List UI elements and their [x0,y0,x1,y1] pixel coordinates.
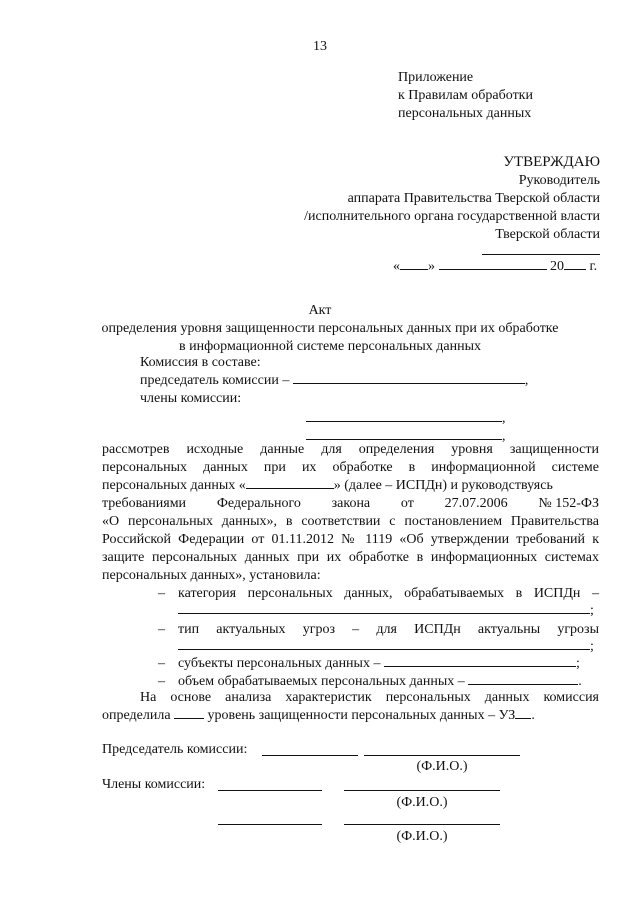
conclusion-line-2 [102,707,535,724]
conclusion-mid: уровень защищенности персональных данных – УЗ [207,708,516,723]
chair-comma: , [524,373,529,388]
commission-members-label: члены комиссии: [140,391,242,406]
conclusion-period: . [531,708,535,723]
item-volume [178,673,582,690]
sign-chair-signature-blank[interactable] [262,755,358,756]
protection-level-blank[interactable] [174,707,204,719]
approval-line-1: Руководитель [518,173,600,188]
threats-semicolon: ; [590,639,594,654]
member-1-blank[interactable] [306,410,502,422]
page-number: 13 [313,39,327,54]
item-subjects [178,655,580,672]
subjects-blank[interactable] [384,655,576,667]
law-word-1: требованиями [102,496,187,511]
sign-member-1-signature-blank[interactable] [218,790,322,791]
sign-member-2-name-blank[interactable] [344,824,500,825]
body-line-1: рассмотрев исходные данные для определения уровня защищенности [102,442,599,457]
sign-members-label: Члены комиссии: [102,777,206,792]
appendix-line-3: персональных данных [398,106,532,121]
subjects-label: субъекты персональных данных – [178,656,381,671]
item-threats-fill [178,638,594,655]
ispdn-name-blank[interactable] [246,477,334,489]
member-2-comma: , [502,429,506,444]
date-year-prefix: 20 [550,259,564,274]
item-dash-4: – [158,674,165,689]
law-word-2: Федерального [216,496,301,511]
item-dash-2: – [158,622,165,637]
approval-title: УТВЕРЖДАЮ [503,154,600,170]
appendix-line-1: Приложение [398,70,474,85]
sign-chair-label: Председатель комиссии: [102,742,248,757]
approval-line-3: /исполнительного органа государственной власти [304,209,600,224]
sign-member-1-name-blank[interactable] [344,790,500,791]
approval-signature-blank[interactable] [482,254,600,255]
conclusion-pre: определила [102,708,171,723]
volume-label: объем обрабатываемых персональных данных – [178,674,465,689]
date-open-quote: « [393,259,400,274]
category-semicolon: ; [590,603,594,618]
body-line-2: персональных данных при их обработке в информационной системе [102,460,599,475]
body-line-3: «О персональных данных», в соответствии с постановлением Правительства [102,514,599,529]
item-threats: тип актуальных угроз – для ИСПДн актуальны угрозы [178,622,599,637]
ispdn-pre: персональных данных « [102,478,246,493]
date-year-suffix: г. [589,259,598,274]
sign-chair-fio: (Ф.И.О.) [416,759,468,774]
body-line-law [102,495,599,512]
volume-period: . [578,674,582,689]
law-date: 27.07.2006 [444,496,508,511]
act-title: Акт [308,303,332,318]
approval-line-2: аппарата Правительства Тверской области [347,191,600,206]
date-close-quote: » [428,259,435,274]
conclusion-line-1: На основе анализа характеристик персональных данных комиссия [140,690,599,705]
volume-blank[interactable] [468,673,578,685]
act-subtitle-line-1: определения уровня защищенности персональных данных при их обработке [101,321,559,336]
act-subtitle-line-2: в информационной системе персональных данных [179,339,481,354]
approval-date[interactable] [393,258,597,275]
law-number: № 152-ФЗ [538,496,599,511]
member-1-comma: , [502,411,506,426]
commission-intro: Комиссия в составе: [140,355,261,370]
item-category: категория персональных данных, обрабатываемых в ИСПДн – [178,586,599,601]
ispdn-post: » (далее – ИСПДн) и руководствуясь [333,478,553,493]
threats-blank[interactable] [178,638,590,650]
uz-level-blank[interactable] [515,707,531,719]
sign-chair-name-blank[interactable] [364,755,520,756]
body-line-6: персональных данных», установила: [102,568,321,583]
body-line-ispdn [102,477,599,494]
approval-line-4: Тверской области [495,227,600,242]
body-line-4: Российской Федерации от 01.11.2012 № 1119 «Об утверждении требований к [102,532,599,547]
chair-label: председатель комиссии – [140,373,290,388]
law-word-3: закона [331,496,371,511]
law-word-4: от [400,496,414,511]
sign-member-2-signature-blank[interactable] [218,824,322,825]
sign-member-1-fio: (Ф.И.О.) [396,795,448,810]
item-dash-3: – [158,656,165,671]
member-2-blank[interactable] [306,428,502,440]
commission-member-1 [306,410,506,427]
commission-chair [140,372,528,389]
chair-name-blank[interactable] [293,372,525,384]
body-line-5: защите персональных данных при их обработке в информационных системах [102,550,599,565]
appendix-line-2: к Правилам обработки [398,88,533,103]
subjects-semicolon: ; [575,656,580,671]
sign-member-2-fio: (Ф.И.О.) [396,829,448,844]
item-category-fill [178,602,594,619]
category-blank[interactable] [178,602,590,614]
item-dash-1: – [158,586,165,601]
